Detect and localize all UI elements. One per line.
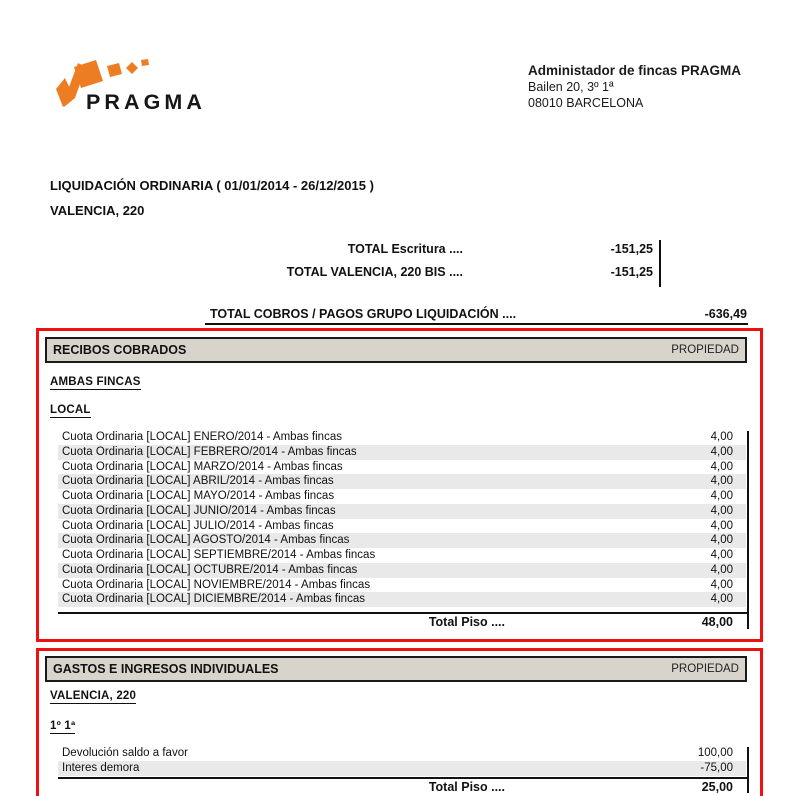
summary-total-value: -151,25 <box>610 265 653 279</box>
grand-total-rule <box>205 323 748 325</box>
row-concept-label: Cuota Ordinaria [LOCAL] ENERO/2014 - Ambas fincas <box>62 431 342 443</box>
row-amount-value: 4,00 <box>710 431 733 443</box>
section-gastos-ingresos <box>36 648 763 796</box>
total-piso-label: Total Piso .... <box>428 615 505 629</box>
section-title: GASTOS E INGRESOS INDIVIDUALES <box>53 662 279 676</box>
summary-total-row <box>50 264 653 280</box>
table-row <box>58 592 746 607</box>
row-concept-label: Cuota Ordinaria [LOCAL] JULIO/2014 - Ambas fincas <box>62 519 334 532</box>
value-column-rule <box>747 747 749 793</box>
row-concept-label: Cuota Ordinaria [LOCAL] ABRIL/2014 - Ambas fincas <box>62 475 334 488</box>
row-concept-label: Cuota Ordinaria [LOCAL] FEBRERO/2014 - Ambas fincas <box>62 445 357 458</box>
company-name: Administador de fincas PRAGMA <box>528 63 742 78</box>
section-tag-propiedad: PROPIEDAD <box>671 344 739 356</box>
row-amount-value: 4,00 <box>710 519 733 532</box>
logo-square-shape <box>141 59 149 66</box>
row-amount-value: 4,00 <box>710 460 733 473</box>
row-concept-label: Cuota Ordinaria [LOCAL] JUNIO/2014 - Ambas fincas <box>62 504 336 517</box>
row-amount-value: 4,00 <box>710 475 733 488</box>
section-title: RECIBOS COBRADOS <box>53 343 187 357</box>
total-piso-row <box>58 779 746 795</box>
table-row <box>58 445 746 460</box>
company-address-block <box>528 62 741 111</box>
row-concept-label: Cuota Ordinaria [LOCAL] DICIEMBRE/2014 - Ambas fincas <box>62 593 365 606</box>
table-row <box>58 430 746 445</box>
total-piso-label: Total Piso .... <box>428 780 505 794</box>
row-concept-label: Interes demora <box>62 761 140 774</box>
summary-total-label: TOTAL VALENCIA, 220 BIS .... <box>286 265 463 279</box>
recibos-table <box>58 430 746 607</box>
row-concept-label: Cuota Ordinaria [LOCAL] OCTUBRE/2014 - Ambas fincas <box>62 563 358 576</box>
grand-total-value: -636,49 <box>704 307 747 321</box>
row-concept-label: Cuota Ordinaria [LOCAL] NOVIEMBRE/2014 - Ambas fincas <box>62 578 371 591</box>
table-row <box>58 563 746 578</box>
group-heading-ambas-fincas: AMBAS FINCAS <box>50 376 141 388</box>
table-row <box>58 746 746 761</box>
total-piso-value: 25,00 <box>701 780 733 794</box>
gastos-table <box>58 746 746 776</box>
document-subtitle: VALENCIA, 220 <box>50 203 145 218</box>
group-heading-valencia-220: VALENCIA, 220 <box>50 690 137 702</box>
summary-total-row <box>50 241 653 257</box>
row-amount-value: -75,00 <box>700 761 733 774</box>
summary-values-rule <box>659 240 661 287</box>
row-concept-label: Devolución saldo a favor <box>62 747 188 759</box>
grand-total-label: TOTAL COBROS / PAGOS GRUPO LIQUIDACIÓN .... <box>210 307 517 321</box>
pragma-logo-icon <box>53 56 215 118</box>
address-line-2: 08010 BARCELONA <box>528 96 644 110</box>
document-title: LIQUIDACIÓN ORDINARIA ( 01/01/2014 - 26/12/2015 ) <box>50 178 374 193</box>
table-row <box>58 519 746 534</box>
total-piso-row <box>58 614 746 630</box>
row-amount-value: 4,00 <box>710 578 733 591</box>
address-line-1: Bailen 20, 3º 1ª <box>528 80 614 94</box>
value-column-rule <box>747 431 749 629</box>
row-concept-label: Cuota Ordinaria [LOCAL] SEPTIEMBRE/2014 - Ambas fincas <box>62 549 376 561</box>
section-tag-propiedad: PROPIEDAD <box>671 663 739 675</box>
row-amount-value: 4,00 <box>710 534 733 547</box>
row-amount-value: 4,00 <box>710 549 733 561</box>
row-amount-value: 4,00 <box>710 563 733 576</box>
pragma-logo <box>53 56 215 118</box>
summary-total-value: -151,25 <box>610 242 653 256</box>
row-concept-label: Cuota Ordinaria [LOCAL] AGOSTO/2014 - Ambas fincas <box>62 534 350 547</box>
grand-total-row <box>210 306 747 322</box>
table-row <box>58 578 746 593</box>
total-piso-value: 48,00 <box>701 615 733 629</box>
row-amount-value: 4,00 <box>710 445 733 458</box>
section-recibos-cobrados <box>36 328 763 642</box>
row-amount-value: 100,00 <box>697 747 733 759</box>
logo-diamond-shape <box>126 62 138 74</box>
table-row <box>58 533 746 548</box>
summary-totals <box>50 241 653 287</box>
row-amount-value: 4,00 <box>710 490 733 502</box>
subgroup-heading-piso: 1º 1ª <box>50 720 76 732</box>
section-header-bar <box>45 656 747 682</box>
logo-wordmark: PRAGMA <box>86 91 206 114</box>
table-row <box>58 761 746 776</box>
logo-square-shape <box>107 63 122 77</box>
row-concept-label: Cuota Ordinaria [LOCAL] MARZO/2014 - Ambas fincas <box>62 460 343 473</box>
table-row <box>58 504 746 519</box>
subgroup-heading-local: LOCAL <box>50 404 91 416</box>
section-header-bar <box>45 337 747 363</box>
row-amount-value: 4,00 <box>710 593 733 606</box>
row-concept-label: Cuota Ordinaria [LOCAL] MAYO/2014 - Ambas fincas <box>62 490 335 502</box>
table-row <box>58 489 746 504</box>
table-row <box>58 548 746 563</box>
table-row <box>58 474 746 489</box>
summary-total-label: TOTAL Escritura .... <box>347 242 463 256</box>
table-row <box>58 460 746 475</box>
row-amount-value: 4,00 <box>710 504 733 517</box>
